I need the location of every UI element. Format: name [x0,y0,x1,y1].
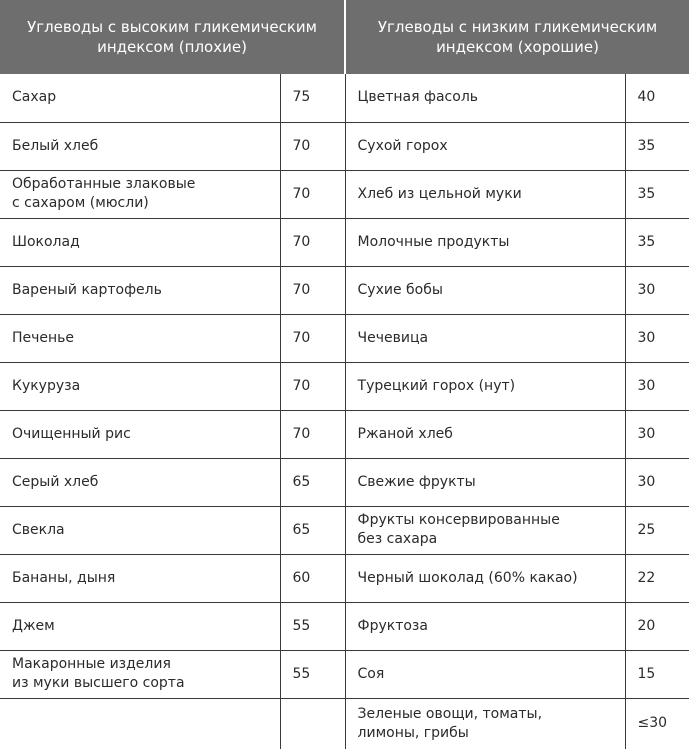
low-gi-value: 20 [625,602,689,650]
table-row [0,650,689,698]
high-gi-value [280,698,345,749]
low-gi-food-name: Цветная фасоль [345,74,625,122]
low-gi-food-name: Чечевица [345,314,625,362]
high-gi-food-name: Кукуруза [0,362,280,410]
low-gi-food-name: Соя [345,650,625,698]
low-gi-food-name: Хлеб из цельной муки [345,170,625,218]
low-gi-value: 22 [625,554,689,602]
high-gi-food-name: Серый хлеб [0,458,280,506]
low-gi-food-name: Ржаной хлеб [345,410,625,458]
low-gi-value: 35 [625,170,689,218]
low-gi-value: 40 [625,74,689,122]
low-gi-food-name: Свежие фрукты [345,458,625,506]
table-row [0,74,689,122]
high-gi-value: 70 [280,266,345,314]
high-gi-food-name [0,698,280,749]
table-row [0,410,689,458]
header-row [0,0,689,74]
low-gi-value: 30 [625,314,689,362]
high-gi-value: 70 [280,122,345,170]
low-gi-food-name: Зеленые овощи, томаты, лимоны, грибы [345,698,625,749]
table-row [0,506,689,554]
table-row [0,554,689,602]
high-gi-value: 70 [280,410,345,458]
low-gi-value: 30 [625,458,689,506]
high-gi-value: 60 [280,554,345,602]
high-gi-food-name: Макаронные изделия из муки высшего сорта [0,650,280,698]
low-gi-value: 35 [625,218,689,266]
high-gi-value: 75 [280,74,345,122]
high-gi-value: 70 [280,218,345,266]
low-gi-value: 15 [625,650,689,698]
high-gi-food-name: Свекла [0,506,280,554]
high-gi-food-name: Обработанные злаковые с сахаром (мюсли) [0,170,280,218]
high-gi-food-name: Очищенный рис [0,410,280,458]
low-gi-value: 30 [625,266,689,314]
low-gi-food-name: Фрукты консервированные без сахара [345,506,625,554]
low-gi-value: 30 [625,362,689,410]
table-row [0,122,689,170]
high-gi-value: 70 [280,362,345,410]
low-gi-food-name: Сухие бобы [345,266,625,314]
table-row [0,458,689,506]
high-gi-value: 70 [280,314,345,362]
table-row [0,602,689,650]
low-gi-food-name: Фруктоза [345,602,625,650]
high-gi-food-name: Вареный картофель [0,266,280,314]
table-row [0,266,689,314]
high-gi-food-name: Шоколад [0,218,280,266]
low-gi-value: 25 [625,506,689,554]
high-gi-food-name: Сахар [0,74,280,122]
high-gi-value: 65 [280,506,345,554]
low-gi-value: ≤30 [637,715,668,732]
table-row [0,698,689,749]
low-gi-food-name: Молочные продукты [345,218,625,266]
table-row [0,218,689,266]
high-gi-value: 55 [280,650,345,698]
high-gi-value: 55 [280,602,345,650]
high-gi-value: 65 [280,458,345,506]
table-row [0,314,689,362]
high-gi-food-name: Джем [0,602,280,650]
low-gi-food-name: Сухой горох [345,122,625,170]
high-gi-food-name: Бананы, дыня [0,554,280,602]
table-row [0,362,689,410]
header-low-gi: Углеводы с низким гликемическим индексом (хорошие) [345,0,689,74]
high-gi-food-name: Печенье [0,314,280,362]
low-gi-food-name: Турецкий горох (нут) [345,362,625,410]
high-gi-value: 70 [280,170,345,218]
table-row [0,170,689,218]
low-gi-value: 30 [625,410,689,458]
low-gi-food-name: Черный шоколад (60% какао) [345,554,625,602]
header-high-gi: Углеводы с высоким гликемическим индексом (плохие) [0,0,345,74]
high-gi-food-name: Белый хлеб [0,122,280,170]
low-gi-value: 35 [625,122,689,170]
